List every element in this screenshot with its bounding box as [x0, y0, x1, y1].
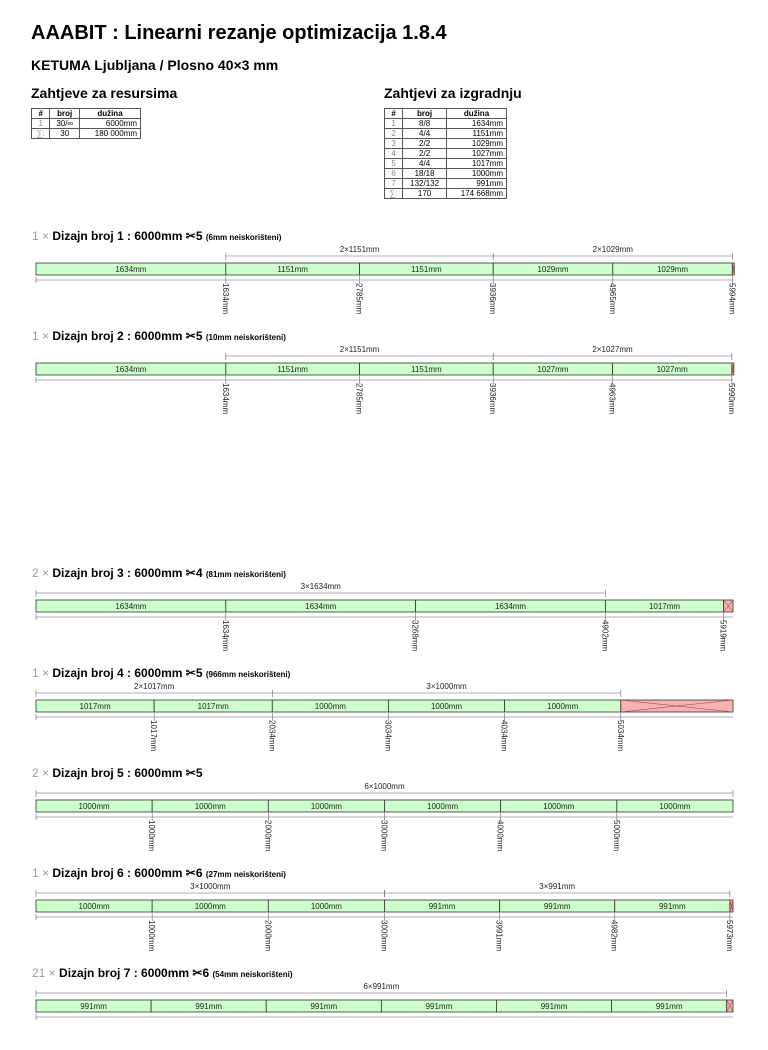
table-header-row [32, 109, 141, 119]
cut-position-label: 3000mm [379, 920, 389, 952]
table-cell: 30/∞ [50, 119, 80, 129]
group-dimension [493, 245, 732, 260]
piece-label: 1000mm [310, 802, 342, 811]
table-cell: 7 [385, 179, 403, 189]
piece-label: 1029mm [656, 265, 689, 274]
piece-segment [226, 363, 360, 375]
cut-position-label: 4963mm [607, 383, 617, 415]
group-label: 3×991mm [539, 882, 576, 891]
piece-segment [493, 363, 612, 375]
cut-mark [600, 613, 609, 651]
cut-mark [267, 713, 276, 751]
page-title: AAABIT : Linearni rezanje optimizacija 1.8.4 [31, 22, 447, 44]
piece-label: 1000mm [543, 802, 575, 811]
piece-segment [266, 1000, 381, 1012]
column-header: # [32, 109, 50, 119]
piece-segment [612, 1000, 727, 1012]
table-cell: 1017mm [446, 159, 506, 169]
cut-position-label: 1634mm [220, 383, 230, 415]
table-cell: 5 [385, 159, 403, 169]
group-label: 3×1634mm [300, 582, 341, 591]
design-title [32, 229, 281, 243]
table-row [385, 139, 507, 149]
piece-label: 1151mm [277, 365, 308, 374]
piece-label: 1000mm [659, 802, 691, 811]
design-multiplier: 21 × [32, 966, 60, 980]
table-total-row [32, 129, 141, 139]
table-cell: 1151mm [446, 129, 506, 139]
waste-segment [727, 1000, 733, 1012]
cut-position-label: 5000mm [611, 820, 621, 852]
cut-mark [355, 376, 364, 414]
cut-mark [727, 376, 736, 414]
piece-label: 1017mm [197, 702, 229, 711]
cut-position-label: 4000mm [495, 820, 505, 852]
cutting-bar-diagram [0, 980, 768, 1050]
piece-label: 1029mm [537, 265, 569, 274]
cut-mark [411, 613, 420, 651]
cut-count: 5 [195, 229, 206, 243]
cut-position-label: 1017mm [149, 720, 159, 752]
piece-segment [500, 900, 615, 912]
cut-mark [608, 376, 617, 414]
piece-label: 991mm [425, 1002, 453, 1011]
piece-segment [360, 363, 494, 375]
group-dimension [226, 245, 493, 260]
table-cell: 6 [385, 169, 403, 179]
piece-label: 1027mm [656, 365, 688, 374]
table-cell: 8/8 [403, 119, 447, 129]
piece-segment [226, 263, 360, 275]
group-dimension [36, 682, 272, 697]
design-name: Dizajn broj 6 : 6000mm [52, 866, 186, 880]
table-header-row [385, 109, 507, 119]
piece-label: 1000mm [194, 902, 226, 911]
table-cell: 6000mm [79, 119, 140, 129]
table-row [385, 119, 507, 129]
cut-mark [263, 913, 272, 951]
scale-line [36, 1014, 733, 1020]
table-cell: 1 [32, 119, 50, 129]
cut-mark [221, 276, 230, 314]
cut-mark [380, 813, 389, 851]
cut-count: 5 [195, 329, 206, 343]
cut-mark [495, 913, 504, 951]
column-header: broj [50, 109, 80, 119]
group-label: 6×991mm [363, 982, 400, 991]
unused-note: (966mm neiskorišteni) [205, 670, 291, 679]
table-cell: 174 668mm [446, 189, 506, 199]
cut-position-label: 4965mm [607, 283, 617, 315]
scissors-icon: ✂ [185, 229, 196, 243]
cut-mark [610, 913, 619, 951]
cut-mark [355, 276, 364, 314]
design-title [32, 329, 286, 343]
group-dimension [36, 882, 385, 897]
design-multiplier: 1 × [32, 666, 53, 680]
piece-segment [617, 800, 733, 812]
waste-segment [732, 263, 734, 275]
table-row [385, 159, 507, 169]
piece-label: 991mm [658, 902, 686, 911]
piece-label: 1000mm [78, 902, 110, 911]
table-row [385, 129, 507, 139]
requirements-table [384, 108, 507, 199]
piece-label: 1151mm [411, 265, 442, 274]
design-title [32, 866, 286, 880]
table-cell: 18/18 [403, 169, 447, 179]
table-cell: 1 [385, 119, 403, 129]
table-row [385, 169, 507, 179]
piece-segment [385, 800, 501, 812]
table-cell: 132/132 [403, 179, 447, 189]
piece-segment [152, 900, 268, 912]
waste-segment [730, 900, 733, 912]
piece-label: 991mm [655, 1002, 683, 1011]
cut-mark [488, 276, 497, 314]
waste-segment [621, 700, 733, 712]
piece-segment [36, 700, 154, 712]
column-header: broj [403, 109, 447, 119]
cutting-bar-diagram [0, 580, 768, 650]
cut-position-label: 3000mm [379, 820, 389, 852]
cutting-bar-diagram [0, 343, 768, 413]
piece-segment [36, 1000, 151, 1012]
piece-segment [268, 900, 384, 912]
piece-segment [613, 263, 733, 275]
group-dimension [36, 782, 733, 797]
group-dimension [385, 882, 730, 897]
column-header: # [385, 109, 403, 119]
piece-label: 991mm [310, 1002, 338, 1011]
piece-segment [416, 600, 606, 612]
piece-label: 1000mm [194, 802, 226, 811]
cut-position-label: 4902mm [600, 620, 610, 652]
design-multiplier: 1 × [32, 866, 53, 880]
page-subtitle: KETUMA Ljubljana / Plosno 40×3 mm [31, 57, 279, 73]
table-cell: 180 000mm [79, 129, 140, 139]
cut-position-label: 2785mm [354, 383, 364, 415]
cut-position-label: 5919mm [718, 620, 728, 652]
table-cell: ∑: [385, 189, 403, 199]
table-cell: ∑: [32, 129, 50, 139]
cut-mark [147, 913, 156, 951]
design-name: Dizajn broj 1 : 6000mm [52, 229, 186, 243]
group-label: 3×1000mm [190, 882, 231, 891]
design-name: Dizajn broj 5 : 6000mm [52, 766, 186, 780]
cut-position-label: 4982mm [609, 920, 619, 952]
piece-label: 1634mm [494, 602, 527, 611]
design-title [32, 766, 203, 780]
group-dimension [226, 345, 493, 360]
scissors-icon: ✂ [185, 766, 196, 780]
cut-mark [725, 913, 734, 951]
scissors-icon: ✂ [192, 966, 203, 980]
scale-line [36, 614, 733, 620]
requirements-heading: Zahtjevi za izgradnju [384, 85, 522, 101]
cut-position-label: 4034mm [499, 720, 509, 752]
table-cell: 2/2 [403, 139, 447, 149]
cut-position-label: 3936mm [488, 283, 498, 315]
design-name: Dizajn broj 3 : 6000mm [52, 566, 186, 580]
cut-position-label: 3268mm [410, 620, 420, 652]
cut-mark [719, 613, 728, 651]
group-label: 3×1000mm [426, 682, 467, 691]
piece-label: 991mm [540, 1002, 568, 1011]
piece-label: 1000mm [430, 702, 463, 711]
design-name: Dizajn broj 2 : 6000mm [52, 329, 186, 343]
cut-count: 4 [195, 566, 206, 580]
group-label: 6×1000mm [364, 782, 405, 791]
waste-segment [732, 363, 734, 375]
group-dimension [272, 682, 621, 697]
cut-position-label: 2000mm [263, 920, 273, 952]
cut-position-label: 1634mm [220, 283, 230, 315]
piece-segment [388, 700, 504, 712]
group-label: 2×1017mm [134, 682, 175, 691]
piece-label: 1634mm [115, 602, 147, 611]
piece-label: 1634mm [115, 365, 147, 374]
cut-mark [608, 276, 617, 314]
group-dimension [493, 345, 732, 360]
piece-label: 1000mm [314, 702, 346, 711]
scissors-icon: ✂ [185, 666, 196, 680]
cut-mark [221, 376, 230, 414]
piece-segment [36, 800, 152, 812]
design-name: Dizajn broj 4 : 6000mm [52, 666, 186, 680]
piece-label: 1000mm [547, 702, 579, 711]
column-header: dužina [79, 109, 140, 119]
piece-label: 1634mm [305, 602, 337, 611]
piece-label: 1027mm [537, 365, 569, 374]
cut-position-label: 5994mm [727, 283, 737, 315]
cutting-bar-diagram [0, 680, 768, 750]
table-cell: 2 [385, 129, 403, 139]
cut-count: 5 [195, 766, 203, 780]
piece-segment [381, 1000, 496, 1012]
cut-mark [383, 713, 392, 751]
cut-position-label: 5973mm [724, 920, 734, 952]
cut-position-label: 1000mm [147, 920, 157, 952]
piece-segment [36, 900, 152, 912]
cut-position-label: 3991mm [494, 920, 504, 952]
piece-segment [385, 900, 500, 912]
design-multiplier: 1 × [32, 329, 53, 343]
piece-segment [226, 600, 416, 612]
cut-position-label: 1634mm [220, 620, 230, 652]
piece-segment [36, 363, 226, 375]
cut-position-label: 2034mm [267, 720, 277, 752]
cut-mark [221, 613, 230, 651]
design-title [32, 566, 286, 580]
piece-segment [272, 700, 388, 712]
table-row [32, 119, 141, 129]
piece-label: 991mm [428, 902, 456, 911]
resources-table [31, 108, 141, 139]
cut-mark [612, 813, 621, 851]
piece-segment [268, 800, 384, 812]
design-multiplier: 2 × [32, 566, 53, 580]
piece-segment [152, 800, 268, 812]
cut-position-label: 2785mm [354, 283, 364, 315]
design-title [32, 966, 293, 980]
piece-label: 1017mm [648, 602, 681, 611]
piece-segment [36, 600, 226, 612]
column-header: dužina [446, 109, 506, 119]
scissors-icon: ✂ [185, 866, 196, 880]
piece-label: 1634mm [115, 265, 147, 274]
piece-segment [360, 263, 494, 275]
piece-segment [615, 900, 730, 912]
design-multiplier: 1 × [32, 229, 53, 243]
piece-segment [154, 700, 272, 712]
table-cell: 991mm [446, 179, 506, 189]
piece-segment [151, 1000, 266, 1012]
table-cell: 3 [385, 139, 403, 149]
piece-segment [501, 800, 617, 812]
cutting-bar-diagram [0, 880, 768, 950]
unused-note: (10mm neiskorišteni) [205, 333, 286, 342]
design-multiplier: 2 × [32, 766, 53, 780]
piece-label: 1151mm [277, 265, 308, 274]
cut-mark [149, 713, 158, 751]
scale-line [36, 277, 733, 283]
unused-note: (6mm neiskorišteni) [205, 233, 282, 242]
piece-label: 991mm [543, 902, 571, 911]
piece-label: 991mm [80, 1002, 107, 1011]
cut-mark [496, 813, 505, 851]
resources-heading: Zahtjeve za resursima [31, 85, 178, 101]
table-cell: 1029mm [446, 139, 506, 149]
piece-label: 1017mm [79, 702, 111, 711]
cut-position-label: 5034mm [615, 720, 625, 752]
table-row [385, 179, 507, 189]
design-name: Dizajn broj 7 : 6000mm [59, 966, 193, 980]
cut-position-label: 1000mm [147, 820, 157, 852]
waste-segment [724, 600, 733, 612]
table-total-row [385, 189, 507, 199]
design-title [32, 666, 290, 680]
cutting-bar-diagram [0, 780, 768, 850]
unused-note: (81mm neiskorišteni) [205, 570, 286, 579]
scissors-icon: ✂ [185, 329, 196, 343]
cut-count: 5 [195, 666, 206, 680]
cut-mark [616, 713, 625, 751]
table-cell: 170 [403, 189, 447, 199]
scissors-icon: ✂ [185, 566, 196, 580]
piece-segment [505, 700, 621, 712]
cut-count: 6 [195, 866, 206, 880]
piece-label: 1151mm [411, 365, 442, 374]
table-cell: 1027mm [446, 149, 506, 159]
table-row [385, 149, 507, 159]
cut-position-label: 2000mm [263, 820, 273, 852]
cut-mark [263, 813, 272, 851]
unused-note: (27mm neiskorišteni) [205, 870, 286, 879]
table-cell: 30 [50, 129, 80, 139]
piece-segment [605, 600, 723, 612]
cut-position-label: 3034mm [383, 720, 393, 752]
table-cell: 1000mm [446, 169, 506, 179]
unused-note: (54mm neiskorišteni) [212, 970, 293, 979]
piece-segment [36, 263, 226, 275]
table-cell: 4/4 [403, 159, 447, 169]
scale-line [36, 377, 733, 383]
table-cell: 4/4 [403, 129, 447, 139]
table-cell: 1634mm [446, 119, 506, 129]
piece-segment [496, 1000, 611, 1012]
group-label: 2×1151mm [339, 245, 380, 254]
cut-count: 6 [202, 966, 213, 980]
cut-mark [727, 276, 736, 314]
cut-mark [147, 813, 156, 851]
group-dimension [36, 982, 727, 997]
group-label: 2×1027mm [592, 345, 633, 354]
piece-label: 1000mm [310, 902, 342, 911]
cutting-bar-diagram [0, 243, 768, 313]
piece-label: 1000mm [427, 802, 459, 811]
piece-segment [613, 363, 732, 375]
piece-segment [493, 263, 613, 275]
group-label: 2×1151mm [339, 345, 380, 354]
group-dimension [36, 582, 605, 597]
cut-mark [380, 913, 389, 951]
cut-position-label: 5990mm [726, 383, 736, 415]
piece-label: 1000mm [78, 802, 110, 811]
piece-label: 991mm [195, 1002, 223, 1011]
table-cell: 2/2 [403, 149, 447, 159]
table-cell: 4 [385, 149, 403, 159]
cut-position-label: 3936mm [488, 383, 498, 415]
cut-mark [488, 376, 497, 414]
group-label: 2×1029mm [592, 245, 633, 254]
cut-mark [500, 713, 509, 751]
